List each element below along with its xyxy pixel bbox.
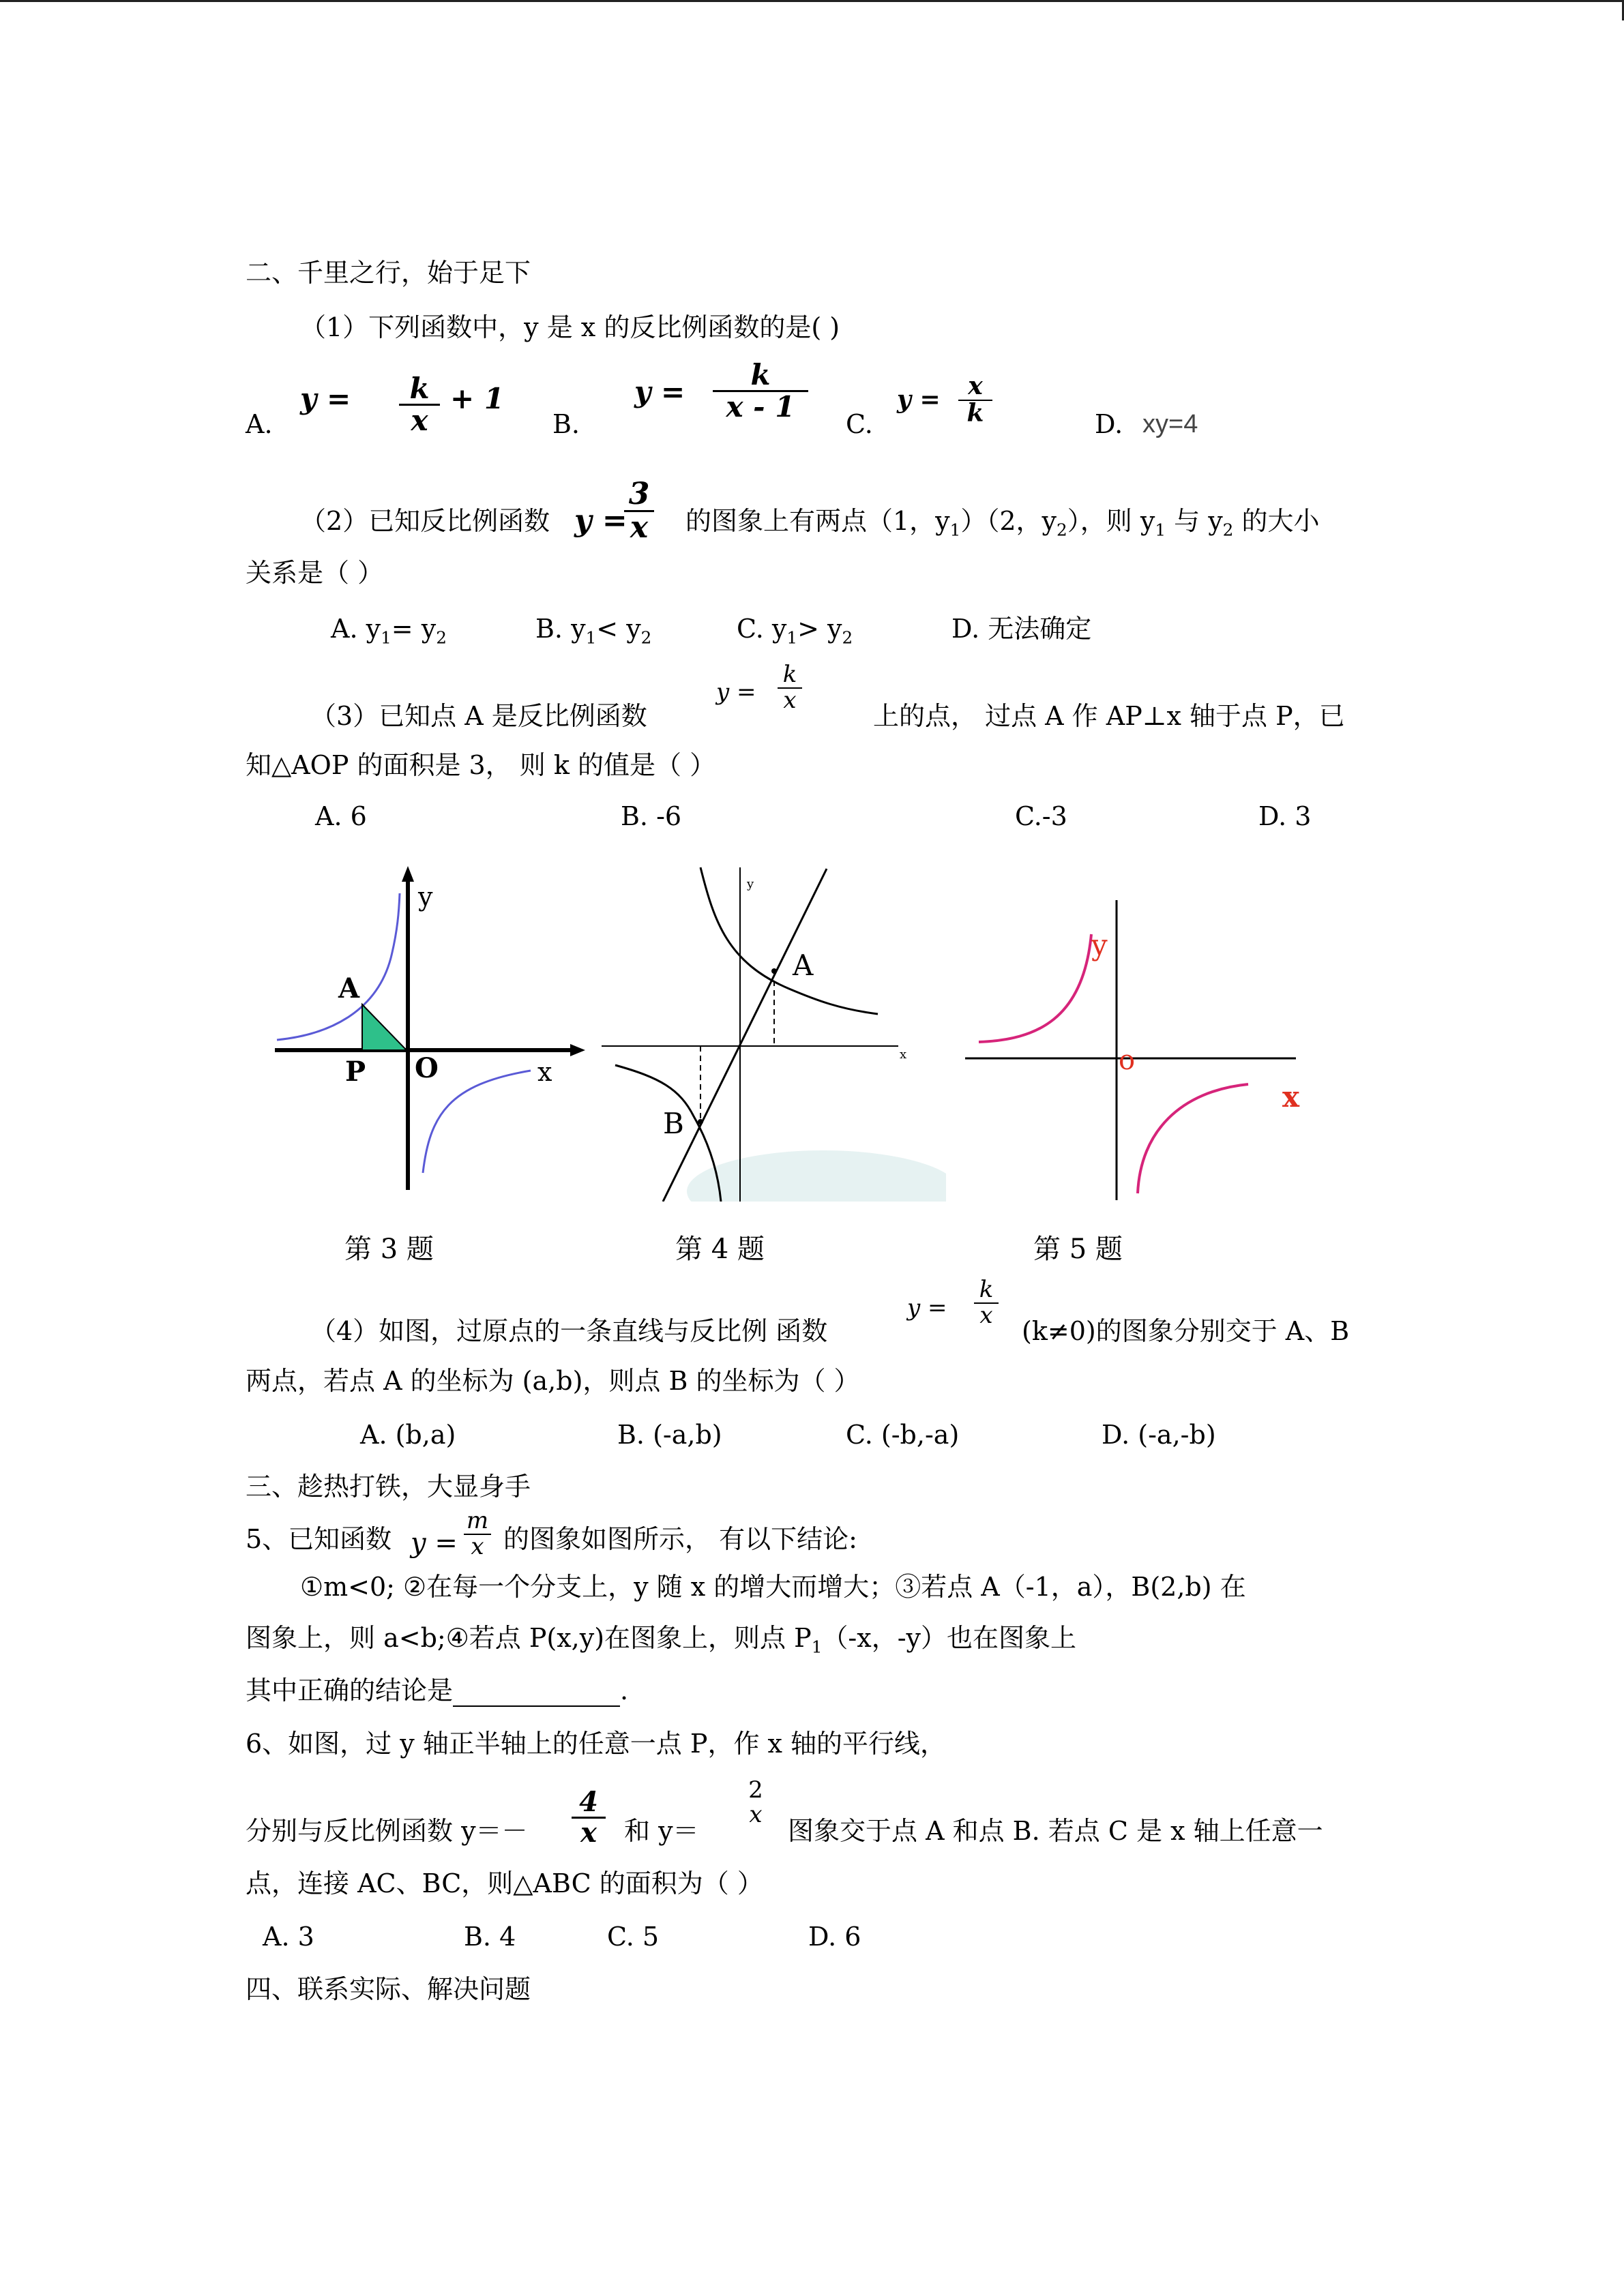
figure-5-background <box>962 886 1310 1200</box>
q2-numerator: 3 <box>628 477 650 511</box>
q5-line3: 图象上，则 a<b;④若点 P(x,y)在图象上，则点 $P_1(-x$，-y）也在图象上 <box>246 1623 1077 1657</box>
q1-option-b-numerator: k <box>750 358 771 391</box>
figure-3-label-x: x <box>537 1057 552 1087</box>
q6-fraction-2-denominator: x <box>749 1800 763 1828</box>
q2-option-d: D. 无法确定 <box>951 614 1092 644</box>
q1-option-d-label: D. <box>1095 409 1123 439</box>
q6-fraction-1 <box>572 1788 606 1847</box>
q6-fraction-1-numerator: 4 <box>579 1786 598 1818</box>
q1-option-c-lhs: y = <box>897 385 941 414</box>
q4-option-c: C. (-b,-a) <box>846 1420 960 1450</box>
q6-line2-start: 分别与反比例函数 y＝－ <box>246 1816 528 1846</box>
q1-option-a-fraction <box>399 374 440 436</box>
q4-option-d: D. (-a,-b) <box>1102 1420 1216 1450</box>
figure-4 <box>598 861 946 1202</box>
q4-fraction <box>974 1278 999 1328</box>
q5-stem-end: 的图象如图所示， 有以下结论: <box>503 1524 857 1554</box>
page-top-border <box>0 0 1624 2</box>
q4-numerator: k <box>979 1276 994 1303</box>
figure-5-label-y: y <box>1091 928 1108 961</box>
q6-fraction-2 <box>745 1778 767 1827</box>
figure-4-background <box>598 861 946 1202</box>
q3-numerator: k <box>782 661 797 688</box>
q4-stem-start: （4）如图，过原点的一条直线与反比例 函数 <box>310 1316 828 1346</box>
figure-5 <box>962 886 1310 1200</box>
q4-option-a: A. (b,a) <box>360 1420 456 1450</box>
q4-lhs: y = <box>907 1294 947 1322</box>
q5-line2: ①m<0; ②在每一个分支上，y 随 x 的增大而增大；③若点 A（-1，a），B(2,b) 在 <box>300 1572 1246 1602</box>
q6-line3: 点，连接 AC、BC，则△ABC 的面积为（ ） <box>246 1868 763 1898</box>
q2-stem-start: （2）已知反比例函数 <box>300 506 550 536</box>
figure-4-label-b: B <box>663 1107 684 1140</box>
figure-5-caption: 第 5 题 <box>1033 1234 1123 1265</box>
q1-option-b-lhs: y = <box>634 375 685 408</box>
q3-lhs: y = <box>716 679 756 706</box>
q6-option-a: A. 3 <box>263 1922 314 1952</box>
figure-4-point-b <box>698 1119 703 1124</box>
q2-fraction <box>624 477 654 546</box>
figure-3 <box>251 856 592 1204</box>
q1-option-c-fraction <box>958 374 992 427</box>
q4-denominator: x <box>979 1301 993 1329</box>
q2-lhs: y = <box>574 503 628 538</box>
q1-option-d-text: xy=4 <box>1142 410 1198 438</box>
q5-fraction <box>464 1509 491 1559</box>
figure-4-label-x: x <box>900 1047 907 1062</box>
q1-option-a-denominator: x <box>411 404 428 438</box>
q2-line2: 关系是（ ） <box>246 558 384 588</box>
q2-stem-end: 的图象上有两点（1，$y_1)(2$，$y_2$），则 $y_1$ 与 $y_2$ 的大小 <box>685 506 1320 540</box>
figure-4-label-y: y <box>747 877 754 891</box>
q2-option-a: A. $y_1= y_2$ <box>331 614 447 648</box>
q6-option-c: C. 5 <box>607 1922 660 1952</box>
q3-option-b: B. -6 <box>621 801 682 831</box>
q6-option-b: B. 4 <box>464 1922 516 1952</box>
q1-stem: （1）下列函数中，y 是 x 的反比例函数的是( ) <box>300 312 840 342</box>
q1-option-b-label: B. <box>552 409 580 439</box>
q4-line2: 两点，若点 A 的坐标为 (a,b)，则点 B 的坐标为（ ） <box>246 1366 860 1396</box>
q3-option-a: A. 6 <box>315 801 367 831</box>
q3-option-d: D. 3 <box>1258 801 1312 831</box>
q6-fraction-1-denominator: x <box>580 1817 597 1849</box>
q1-option-c-numerator: x <box>968 372 983 400</box>
q2-option-b: B. $y_1< y_2$ <box>535 614 652 648</box>
q4-option-b: B. (-a,b) <box>617 1420 722 1450</box>
q1-option-c-denominator: k <box>966 398 984 428</box>
q6-line2-end: 图象交于点 A 和点 B. 若点 C 是 x 轴上任意一 <box>788 1816 1323 1846</box>
figure-3-label-y: y <box>418 882 433 912</box>
figure-5-label-x: x <box>1282 1080 1300 1114</box>
section2-heading: 二、千里之行，始于足下 <box>246 258 531 288</box>
section3-heading: 三、趁热打铁，大显身手 <box>246 1472 531 1502</box>
q2-option-c: C. $y_1> y_2$ <box>737 614 853 648</box>
q6-line2-mid: 和 y＝ <box>624 1816 699 1846</box>
figure-3-label-o: O <box>415 1052 439 1084</box>
q1-option-b-fraction <box>713 360 808 422</box>
q3-denominator: x <box>783 686 797 714</box>
q1-option-c-label: C. <box>846 409 873 439</box>
q3-fraction <box>778 663 802 713</box>
figure-4-point-a <box>771 968 777 974</box>
q4-stem-end: (k≠0)的图象分别交于 A、B <box>1022 1316 1350 1346</box>
q6-option-d: D. 6 <box>808 1922 861 1952</box>
q5-numerator: m <box>466 1507 489 1534</box>
q1-option-a-numerator: k <box>409 372 430 405</box>
figure-3-caption: 第 3 题 <box>344 1234 434 1265</box>
figure-3-label-a: A <box>338 972 360 1004</box>
figure-5-label-o: o <box>1119 1045 1136 1076</box>
figure-3-label-p: P <box>345 1056 366 1088</box>
q1-option-b-denominator: x - 1 <box>726 390 795 424</box>
q3-stem-start: （3）已知点 A 是反比例函数 <box>310 701 647 731</box>
q5-lhs: y = <box>411 1527 458 1559</box>
section4-heading: 四、联系实际、解决问题 <box>246 1974 531 2004</box>
q3-stem-end: 上的点， 过点 A 作 AP⊥x 轴于点 P，已 <box>873 701 1345 731</box>
q1-option-a-label: A. <box>246 409 273 439</box>
q3-line2: 知△AOP 的面积是 3， 则 k 的值是（ ） <box>246 750 716 780</box>
q5-stem-start: 5、已知函数 <box>246 1524 392 1554</box>
q1-option-a-tail: + 1 <box>450 382 505 415</box>
q6-stem: 6、如图，过 y 轴正半轴上的任意一点 P，作 x 轴的平行线， <box>246 1729 947 1759</box>
figure-4-caption: 第 4 题 <box>675 1234 765 1265</box>
figure-4-label-a: A <box>793 949 814 982</box>
q1-option-a-lhs: y = <box>300 382 351 415</box>
q5-answer-blank <box>453 1685 620 1707</box>
q5-line4: 其中正确的结论是 . <box>246 1675 629 1705</box>
q2-denominator: x <box>630 510 649 546</box>
q6-fraction-2-numerator: 2 <box>748 1776 763 1804</box>
q5-denominator: x <box>471 1532 484 1560</box>
q3-option-c: C.-3 <box>1015 801 1067 831</box>
